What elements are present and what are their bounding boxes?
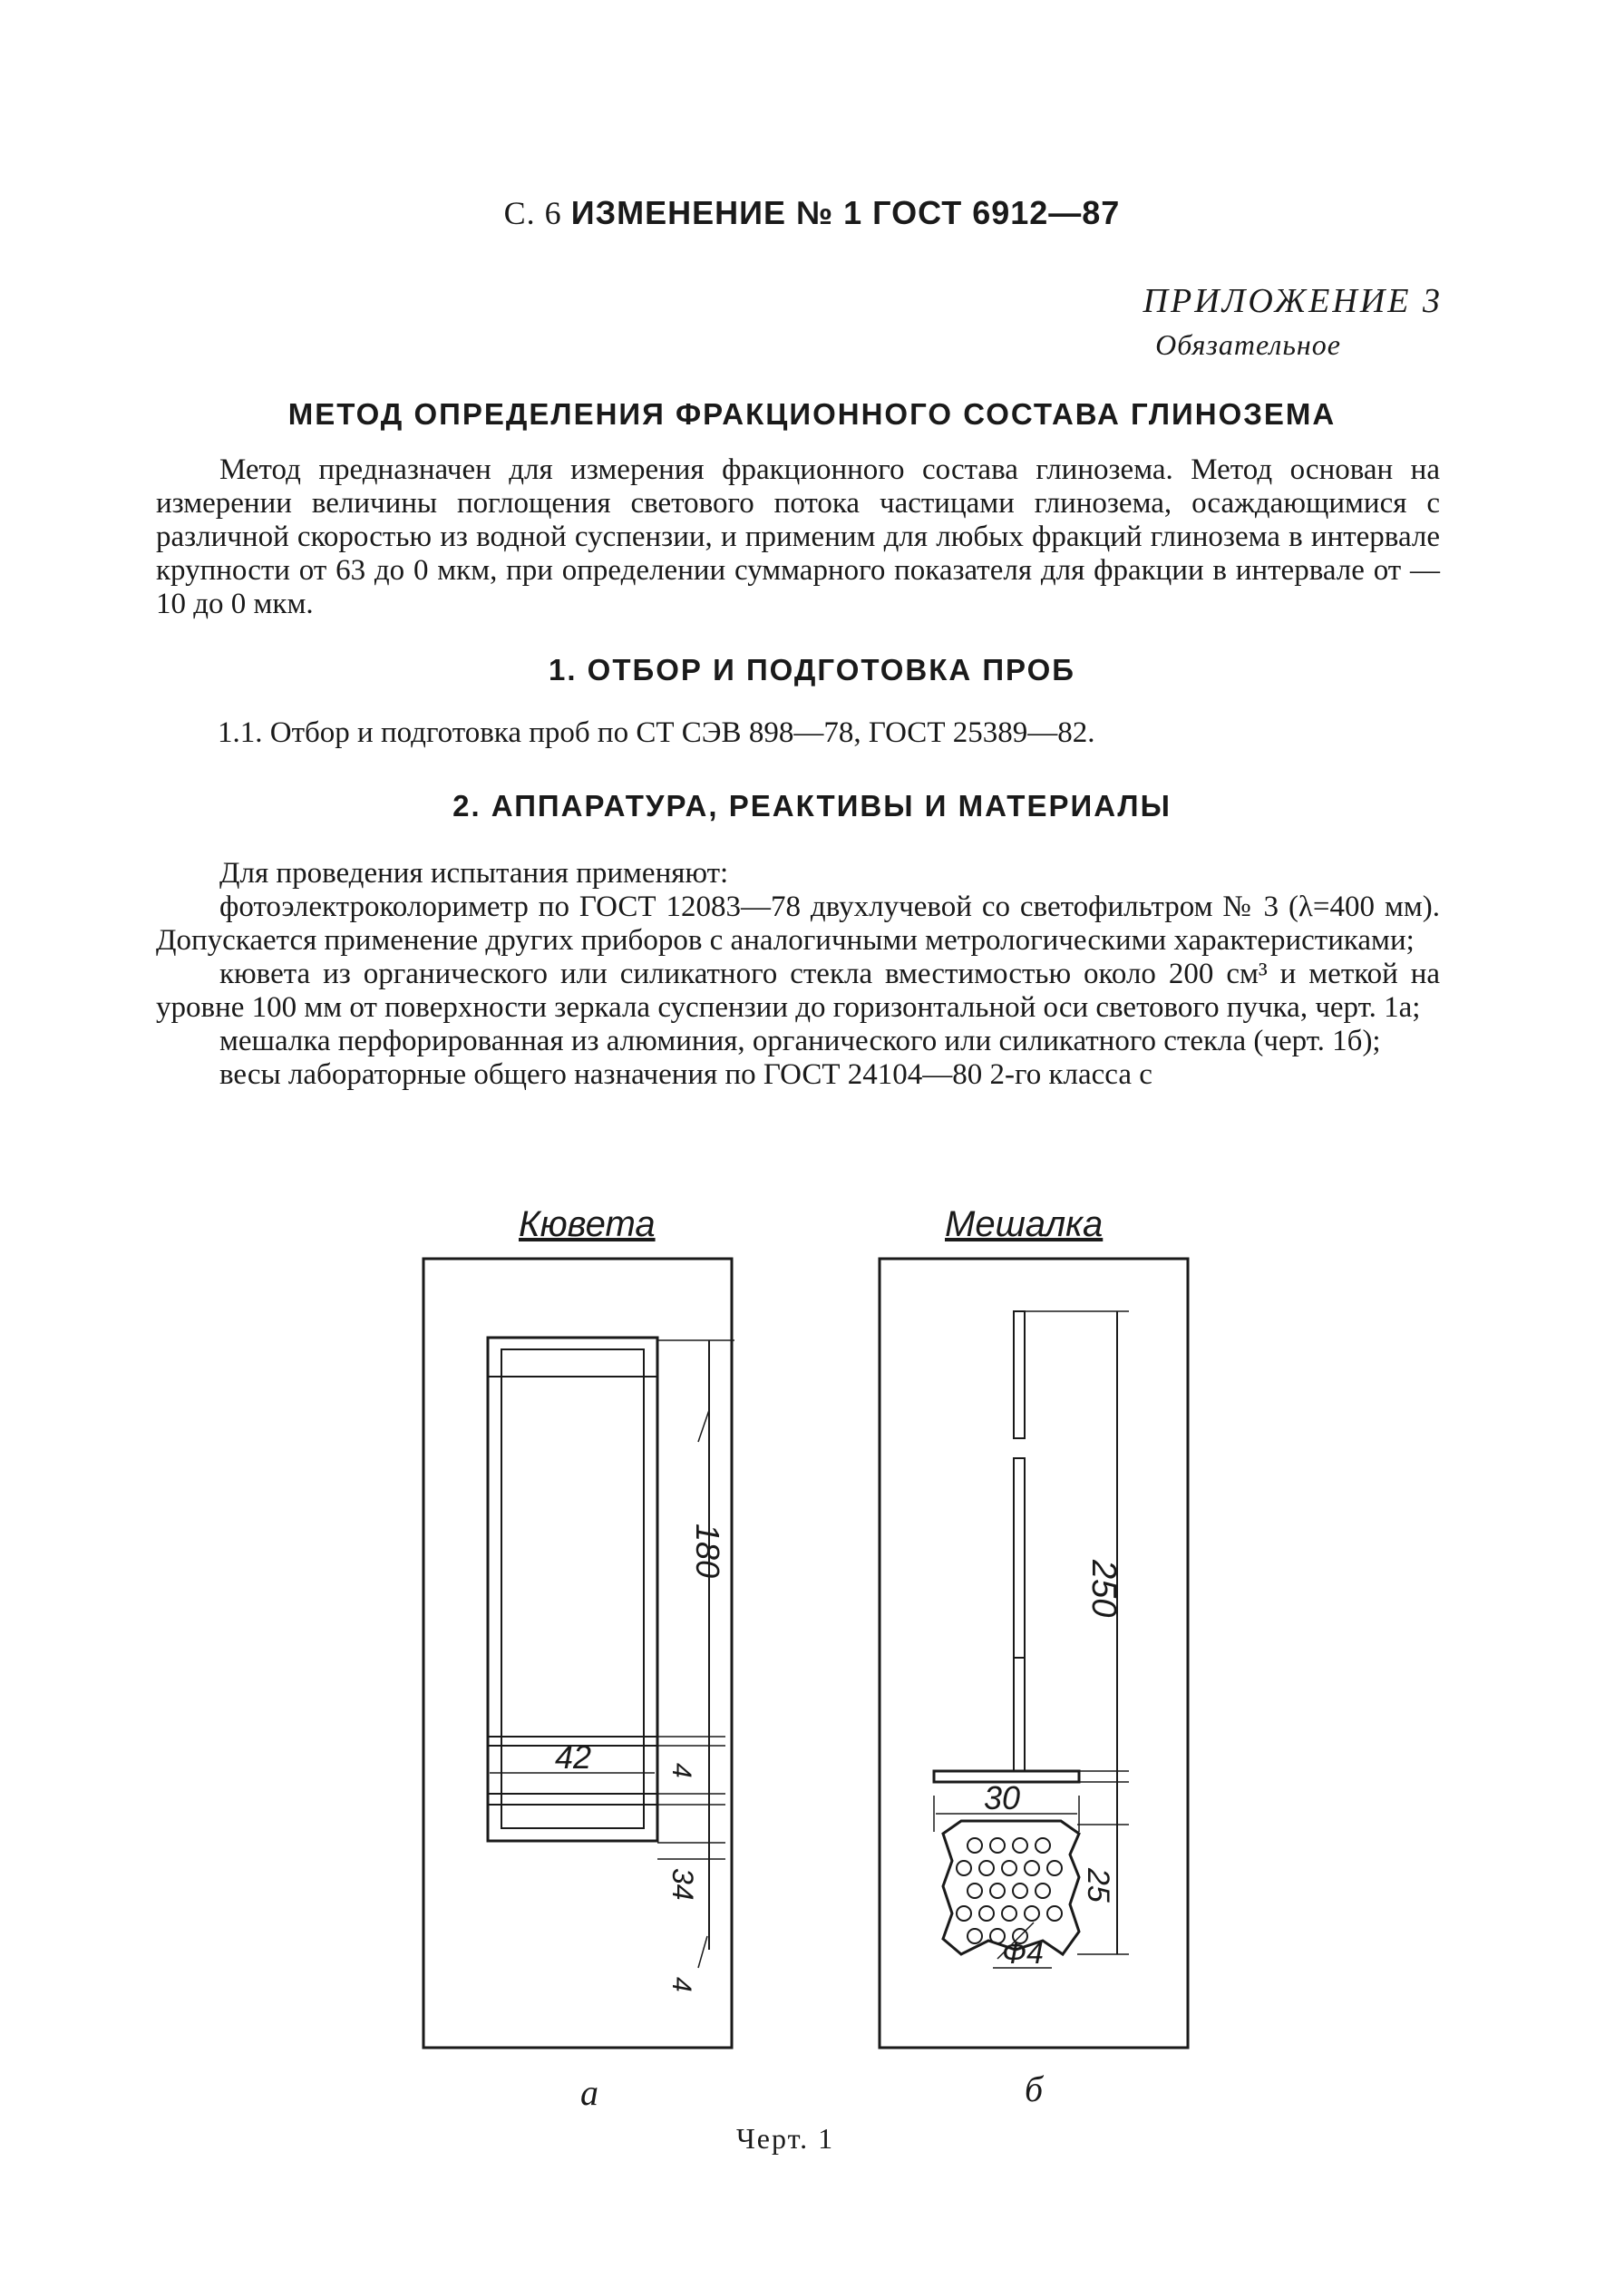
document-title: МЕТОД ОПРЕДЕЛЕНИЯ ФРАКЦИОННОГО СОСТАВА ГЛИНОЗЕМА <box>287 397 1337 431</box>
section2-lead: Для проведения испытания применяют: <box>219 857 729 890</box>
appendix-status: Обязательное <box>1155 328 1341 361</box>
dim-stirrer-rod: 250 <box>1084 1560 1123 1618</box>
dim-stirrer-hole: Ф4 <box>1002 1936 1044 1971</box>
dim-cuvette-lower: 34 <box>666 1868 699 1901</box>
figure-letter-b: б <box>1025 2069 1044 2109</box>
section2-heading: 2. АППАРАТУРА, РЕАКТИВЫ И МАТЕРИАЛЫ <box>452 789 1172 823</box>
stirrer-title: Мешалка <box>945 1204 1104 1244</box>
dim-cuvette-bottom: 4 <box>666 1977 696 1992</box>
figure-letter-a: а <box>580 2072 598 2113</box>
equipment-item: фотоэлектроколориметр по ГОСТ 12083—78 двухлучевой со светофильтром № 3 (λ=400 мм). Допускается применение других приборов с аналогичными метрологическими характеристиками; <box>156 891 1440 957</box>
dim-cuvette-width: 42 <box>555 1738 592 1776</box>
dim-stirrer-head: 25 <box>1081 1868 1115 1903</box>
section1-item: 1.1. Отбор и подготовка проб по СТ СЭВ 898—78, ГОСТ 25389—82. <box>218 716 1095 749</box>
stirrer-holes <box>957 1838 1062 1943</box>
header-title: ИЗМЕНЕНИЕ № 1 ГОСТ 6912—87 <box>570 194 1121 231</box>
dim-cuvette-gap: 4 <box>666 1763 696 1778</box>
equipment-item-continued: весы лабораторные общего назначения по ГОСТ 24104—80 2-го класса с <box>219 1058 1152 1091</box>
section1-heading: 1. ОТБОР И ПОДГОТОВКА ПРОБ <box>548 653 1076 686</box>
cuvette-title: Кювета <box>519 1204 656 1244</box>
page-number: С. 6 <box>503 195 562 231</box>
figure-caption: Черт. 1 <box>736 2122 835 2155</box>
dim-stirrer-width: 30 <box>984 1779 1021 1816</box>
dim-cuvette-height: 180 <box>689 1524 726 1579</box>
stirrer-panel-frame <box>880 1259 1188 2048</box>
appendix-label: ПРИЛОЖЕНИЕ 3 <box>1143 282 1443 320</box>
intro-text: Метод предназначен для измерения фракционного состава глинозема. Метод основан на измерении величины поглощения светового потока частицами глинозема, осаждающимися с различной скоростью из водной суспензии, и применим для любых фракций глинозема в интервале крупности от 63 до 0 мкм, при определении суммарного показателя для фракции в интервале от —10 до 0 мкм. <box>156 453 1440 620</box>
equipment-item: мешалка перфорированная из алюминия, органического или силикатного стекла (черт. 1б); <box>219 1025 1381 1057</box>
equipment-item: кювета из органического или силикатного стекла вместимостью около 200 см³ и меткой на уровне 100 мм от поверхности зеркала суспензии до горизонтальной оси светового пучка, черт. 1а; <box>156 958 1440 1024</box>
